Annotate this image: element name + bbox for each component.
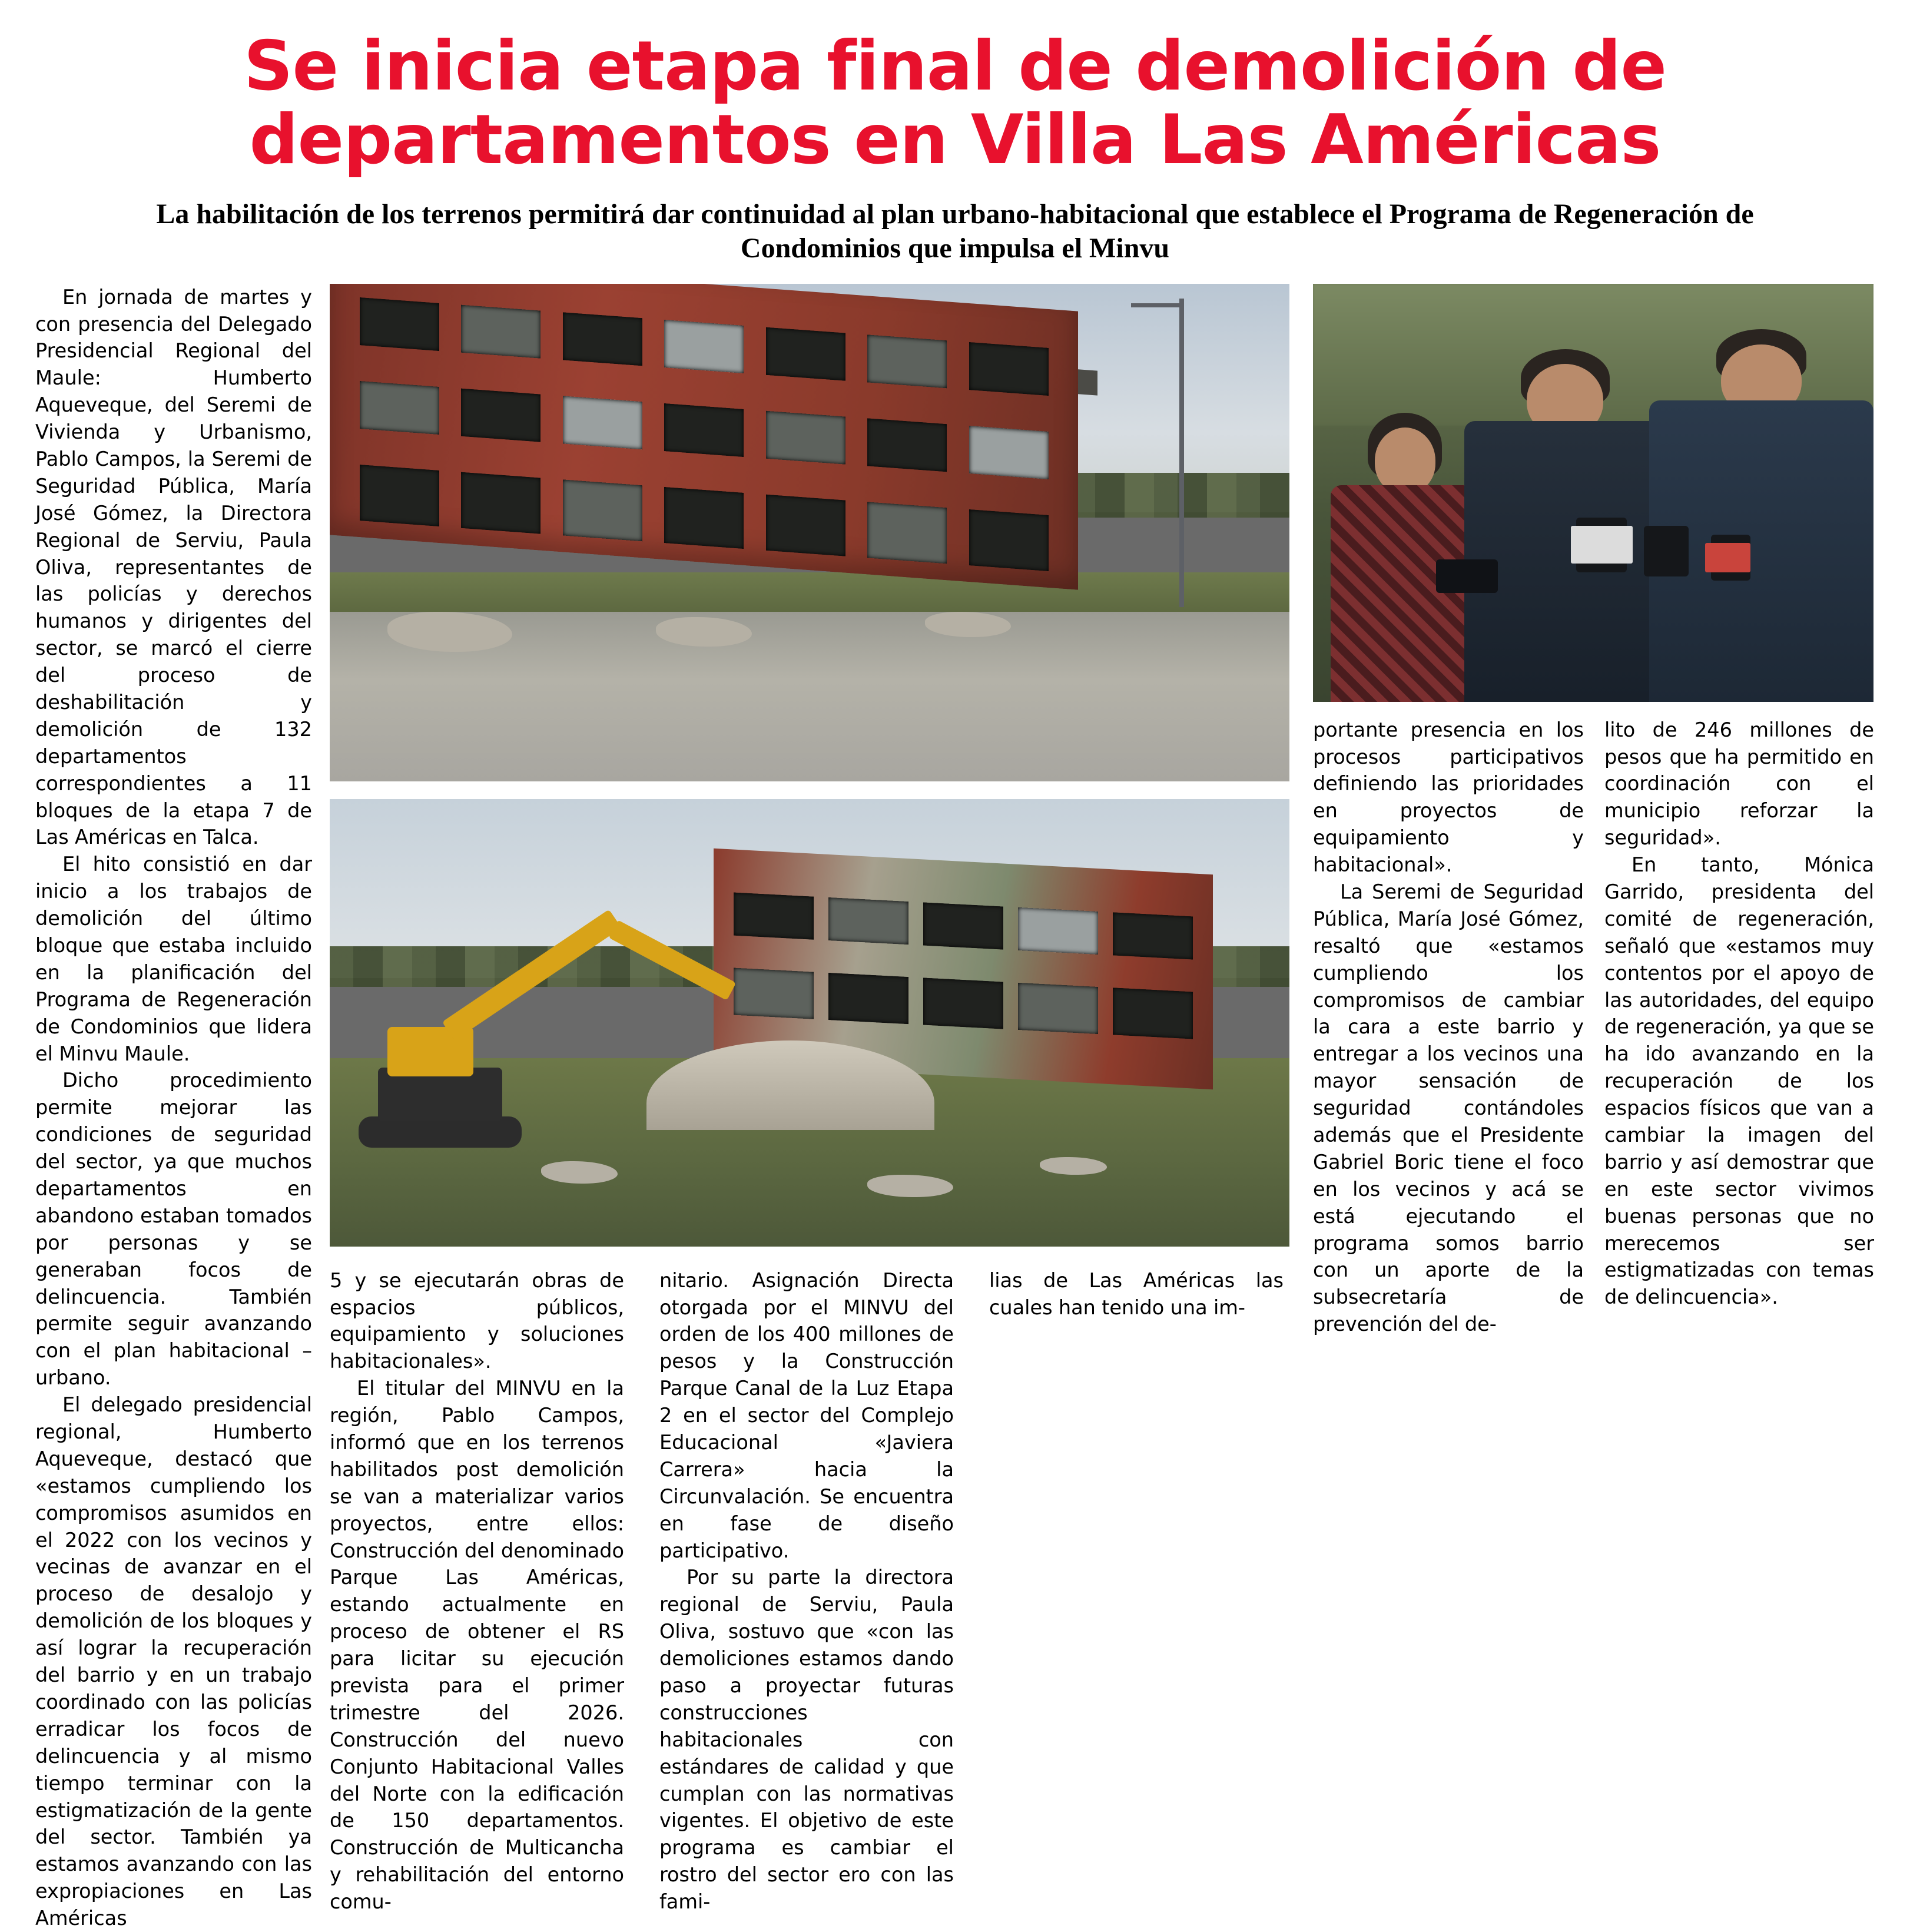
paragraph: Por su parte la directora regional de Serviu, Paula Oliva, sostuvo que «con las demoliciones estamos dando paso a proyectar futuras construcciones habitacionales con estándares de calidad y que cumplan con las normativas vigentes. El objetivo de este programa es cambiar el rostro del sector ero con las fami- bbox=[659, 1566, 954, 1914]
window bbox=[867, 502, 947, 564]
window-row bbox=[330, 295, 1078, 397]
photo-abandoned-apartment-block bbox=[330, 284, 1289, 781]
paragraph: En tanto, Mónica Garrido, presidenta del comité de regeneración, señaló que «estamos muy contentos por el apoyo de las autoridades, del equipo de regeneración, ya que se ha ido avanzando en la recuperación de los espacios físicos que van a cambiar la imagen del barrio y así demostrar que en este sector vivimos buenas personas que no merecemos ser estigmatizadas con temas de delincuencia». bbox=[1604, 853, 1874, 1309]
window bbox=[766, 411, 845, 464]
window bbox=[664, 487, 744, 549]
window bbox=[828, 897, 908, 945]
window bbox=[360, 381, 439, 434]
window bbox=[766, 494, 845, 556]
light-pole-arm bbox=[1131, 303, 1184, 307]
excavator-track bbox=[359, 1116, 522, 1148]
paragraph: El delegado presidencial regional, Humberto Aqueveque, destacó que «estamos cumpliendo los compromisos asumidos en el 2022 con los vecinos y vecinas de avanzar en el proceso de desalojo y demolición de los bloques y así lograr la recuperación del barrio y en un trabajo coordinado con las policías erradicar los focos de delincuencia y al mismo tiempo terminar con la estigmatización de la gente del sector. También ya estamos avanzando con las expropiaciones en Las Américas bbox=[35, 1393, 312, 1930]
paragraph: En jornada de martes y con presencia del Delegado Presidencial Regional del Maule: Humberto Aqueveque, del Seremi de Vivienda y Urbanismo, Pablo Campos, la Seremi de Seguridad Pública, María José Gómez, la Directora Regional de Serviu, Paula Oliva, representantes de las policías y derechos humanos y dirigentes del sector, se marcó el cierre del proceso de deshabilitación y demolición de 132 departamentos correspondientes a 11 bloques de la etapa 7 de Las Américas en Talca. bbox=[35, 285, 312, 849]
window bbox=[360, 465, 439, 526]
window bbox=[360, 297, 439, 350]
window-row bbox=[714, 892, 1213, 960]
window bbox=[664, 320, 744, 373]
paragraph: El hito consistió en dar inicio a los trabajos de demolición del último bloque que estaba incluido en la planificación del Programa de Regeneración de Condominios que lidera el Minvu Maule. bbox=[35, 853, 312, 1065]
window bbox=[867, 418, 947, 471]
subheadline: La habilitación de los terrenos permitirá dar continuidad al plan urbano-habitacional que establece el Programa de Regeneración de Condominios que impulsa el Minvu bbox=[156, 198, 1754, 264]
window bbox=[766, 327, 845, 380]
light-pole bbox=[1179, 299, 1184, 607]
window bbox=[923, 902, 1003, 949]
text-column-6 bbox=[1604, 717, 1874, 1311]
window bbox=[969, 426, 1049, 479]
person-man-right bbox=[1649, 326, 1873, 702]
face bbox=[1375, 428, 1435, 493]
paragraph: nitario. Asignación Directa otorgada por el MINVU del orden de los 400 millones de pesos y la Construcción Parque Canal de la Luz Etapa 2 en el sector del Complejo Educacional «Javiera Carrera» hacia la Circunvalación. Se encuentra en fase de diseño participativo. bbox=[659, 1268, 954, 1562]
window bbox=[563, 396, 642, 449]
window bbox=[867, 334, 947, 387]
window bbox=[1113, 987, 1193, 1039]
microphone-flag bbox=[1571, 526, 1633, 564]
newspaper-page bbox=[0, 26, 1910, 1930]
window bbox=[1018, 983, 1098, 1034]
window bbox=[969, 342, 1049, 395]
microphone bbox=[1644, 526, 1689, 576]
window bbox=[1113, 912, 1193, 959]
paragraph: lias de Las Américas las cuales han tenido una im- bbox=[989, 1268, 1284, 1319]
window bbox=[734, 967, 814, 1019]
paragraph: lito de 246 millones de pesos que ha permitido en coordinación con el municipio reforzar la seguridad». bbox=[1604, 718, 1874, 850]
paragraph: Dicho procedimiento permite mejorar las condiciones de seguridad del sector, ya que muchos departamentos en abandono estaban tomados por personas y se generaban focos de delincuencia. También permite seguir avanzando con el plan habitacional – urbano. bbox=[35, 1069, 312, 1390]
recording-phone bbox=[1436, 559, 1498, 593]
window bbox=[969, 509, 1049, 571]
microphone-flag bbox=[1705, 543, 1750, 572]
paragraph: 5 y se ejecutarán obras de espacios públicos, equipamiento y soluciones habitacionales». bbox=[330, 1268, 624, 1373]
window bbox=[664, 403, 744, 456]
window-row bbox=[330, 462, 1078, 573]
window bbox=[828, 973, 908, 1024]
torso-plaid-jacket bbox=[1331, 485, 1485, 702]
paragraph: El titular del MINVU en la región, Pablo Campos, informó que en los terrenos habilitados post demolición se van a materializar varios proyectos, entre ellos: Construcción del denominado Parque Las Américas, estando actualmente en proceso de obtener el RS para licitar su ejecución prevista para el primer trimestre del 2026. Construcción del nuevo Conjunto Habitacional Valles del Norte con la edificación de 150 departamentos. Construcción de Multicancha y rehabilitación del entorno comu- bbox=[330, 1377, 624, 1914]
paragraph: portante presencia en los procesos participativos definiendo las prioridades en proyectos de equipamiento y habitacional». bbox=[1313, 718, 1584, 877]
window-row bbox=[330, 379, 1078, 481]
text-column-5 bbox=[1313, 717, 1584, 1338]
window bbox=[734, 893, 814, 940]
window bbox=[563, 312, 642, 365]
paragraph: La Seremi de Seguridad Pública, María José Gómez, resaltó que «estamos cumpliendo los compromisos de cambiar la cara a este barrio y entregar a los vecinos una mayor sensación de seguridad contándoles además que el Presidente Gabriel Boric tiene el foco en los vecinos y acá se está ejecutando el programa somos barrio con un aporte de la subsecretaría de prevención del de- bbox=[1313, 880, 1584, 1336]
window bbox=[461, 389, 540, 442]
photo-excavator-demolition bbox=[330, 799, 1289, 1247]
building-facade bbox=[330, 284, 1078, 590]
photo-press-conference bbox=[1313, 284, 1873, 702]
page-title: Se inicia etapa final de demolición de departamentos en Villa Las Américas bbox=[243, 26, 1666, 180]
window-row bbox=[714, 966, 1213, 1040]
window bbox=[923, 977, 1003, 1029]
text-column-4 bbox=[989, 1267, 1284, 1321]
window bbox=[461, 472, 540, 533]
person-man-center bbox=[1464, 342, 1666, 702]
window bbox=[461, 305, 540, 358]
text-column-2 bbox=[330, 1267, 624, 1916]
text-column-1 bbox=[35, 284, 312, 1932]
text-column-3 bbox=[659, 1267, 954, 1916]
window bbox=[1018, 907, 1098, 955]
window bbox=[563, 479, 642, 541]
